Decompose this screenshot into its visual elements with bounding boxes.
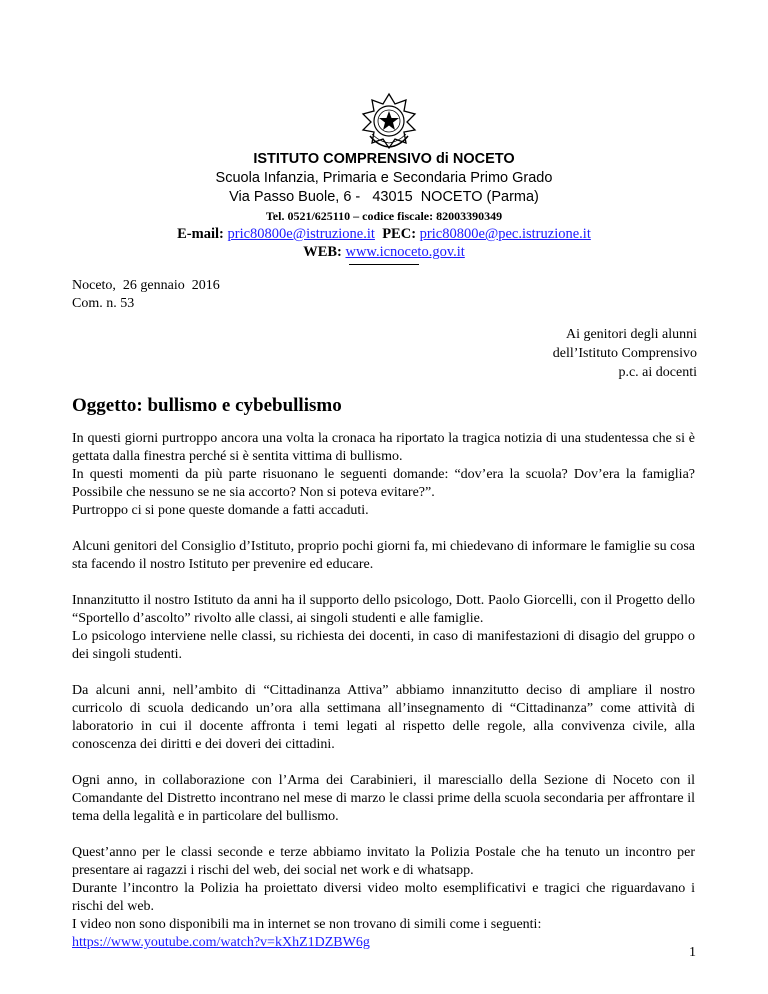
paragraph-line: Quest’anno per le classi seconde e terze abbiamo invitato la Polizia Postale che ha tenuto un incontro per presentare ai ragazzi i rischi del web, dei social net work e di whatsapp. [72,845,695,878]
recipient-line: dell’Istituto Comprensivo [552,346,697,361]
page-number: 1 [689,945,696,960]
school-name: ISTITUTO COMPRENSIVO di NOCETO [253,151,515,167]
paragraph-line: I video non sono disponibili ma in internet se non trovano di simili come i seguenti: [72,917,542,932]
letterhead [0,150,768,265]
letter-body [72,430,695,952]
paragraph-line: Ogni anno, in collaborazione con l’Arma dei Carabinieri, il maresciallo della Sezione di Noceto con il Comandante del Distretto incontrano nel mese di marzo le classi prime della scuola secondaria per affrontare il tema della legalità e in particolare del bullismo. [72,773,695,824]
paragraph-line: Alcuni genitori del Consiglio d’Istituto, proprio pochi giorni fa, mi chiedevano di informare le famiglie su cosa sta facendo il nostro Istituto per prevenire ed educare. [72,539,695,572]
pec-link[interactable]: pric80800e@pec.istruzione.it [419,226,591,242]
communication-number: Com. n. 53 [72,296,135,311]
recipient-line: p.c. ai docenti [618,365,697,380]
paragraph-line: In questi giorni purtroppo ancora una volta la cronaca ha riportato la tragica notizia di una studentessa che si è gettata dalla finestra perché si è sentita vittima di bullismo. [72,431,695,464]
paragraph-line: Purtroppo ci si pone queste domande a fatti accaduti. [72,503,369,518]
school-address: Via Passo Buole, 6 - 43015 NOCETO (Parma) [229,189,539,205]
italian-republic-emblem-icon [358,90,420,152]
web-label: WEB: [303,244,342,260]
school-type: Scuola Infanzia, Primaria e Secondaria Primo Grado [215,170,553,186]
recipients-block [553,325,697,382]
web-link[interactable]: www.icnoceto.gov.it [345,244,465,260]
paragraph [72,430,695,520]
email-link[interactable]: pric80800e@istruzione.it [227,226,375,242]
date-block [72,277,220,313]
paragraph [72,772,695,826]
email-line [0,225,768,243]
pec-label: PEC: [382,226,417,242]
recipient-line: Ai genitori degli alunni [565,327,697,342]
paragraph-line: In questi momenti da più parte risuonano le seguenti domande: “dov’era la scuola? Dov’era la famiglia? Possibile che nessuno se ne sia accorto? Non si poteva evitare?”. [72,467,695,500]
paragraph-line: Lo psicologo interviene nelle classi, su richiesta dei docenti, in caso di manifestazioni di disagio del gruppo o dei singoli studenti. [72,629,695,662]
subject-heading: Oggetto: bullismo e cybebullismo [72,395,342,416]
paragraph [72,682,695,754]
header-divider [349,264,419,265]
youtube-link[interactable]: https://www.youtube.com/watch?v=kXhZ1DZBW6g [72,935,370,950]
paragraph-line: Innanzitutto il nostro Istituto da anni ha il supporto dello psicologo, Dott. Paolo Giorcelli, con il Progetto dello “Sportello d’ascolto” rivolto alle classi, ai singoli studenti e alle famiglie. [72,593,695,626]
paragraph-line: Durante l’incontro la Polizia ha proiettato diversi video molto esemplificativi e tragici che riguardavano i rischi del web. [72,881,695,914]
phone-fiscal-code: Tel. 0521/625110 – codice fiscale: 82003390349 [265,209,503,223]
paragraph [72,538,695,574]
date-line: Noceto, 26 gennaio 2016 [72,278,220,293]
web-line [0,243,768,261]
paragraph [72,844,695,952]
email-label: E-mail: [177,226,224,242]
paragraph [72,592,695,664]
paragraph-line: Da alcuni anni, nell’ambito di “Cittadinanza Attiva” abbiamo innanzitutto deciso di ampliare il nostro curricolo di scuola dedicando un’ora alla settimana all’insegnamento di “Cittadinanza” come attività di laboratorio in cui il docente affronta i temi legati al rispetto delle regole, alla convivenza civile, alla conoscenza dei diritti e dei doveri dei cittadini. [72,683,695,752]
